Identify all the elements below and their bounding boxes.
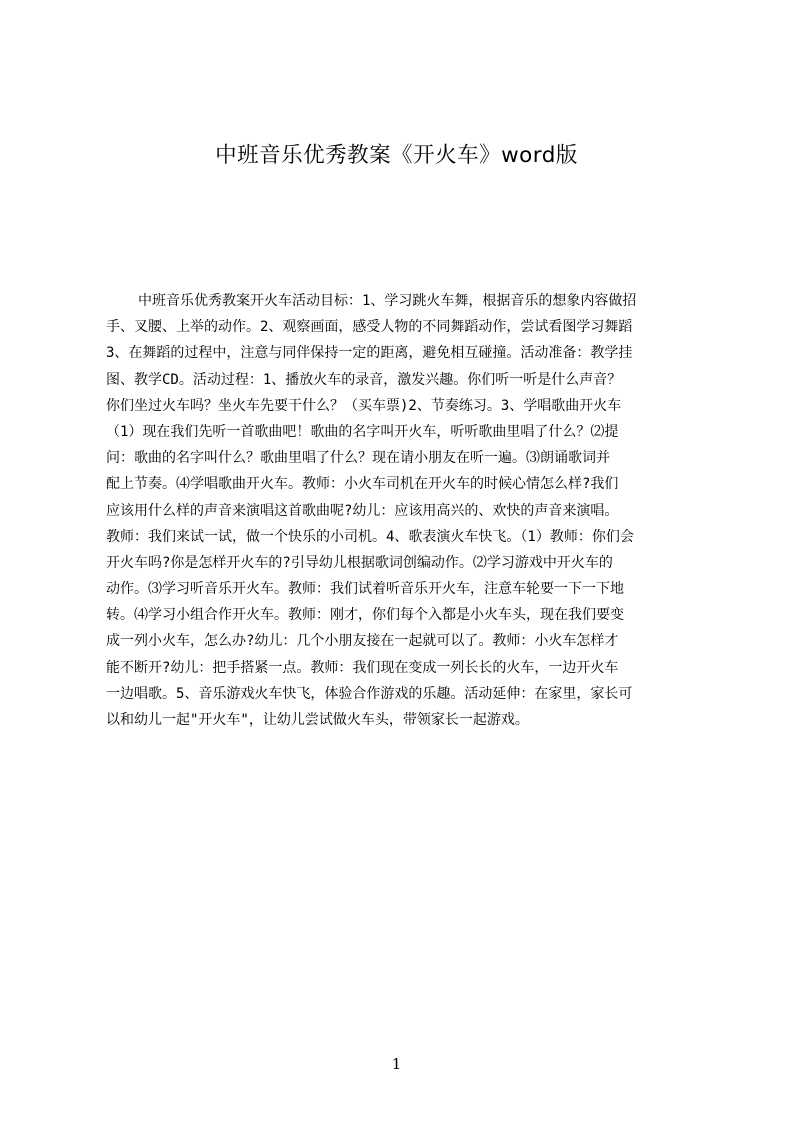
page-number: 1 bbox=[391, 1055, 402, 1073]
document-title: 中班音乐优秀教案《开火车》word版 bbox=[215, 143, 578, 168]
body-line: 问：歌曲的名字叫什么？歌曲里唱了什么？现在请小朋友在听一遍。⑶朗诵歌词并 bbox=[106, 450, 610, 467]
body-line: （1）现在我们先听一首歌曲吧！歌曲的名字叫开火车，听听歌曲里唱了什么？⑵提 bbox=[106, 423, 619, 440]
body-line: 你们坐过火车吗？坐火车先要干什么？（买车票)2、节奏练习。3、学唱歌曲开火车 bbox=[106, 397, 622, 414]
body-line: 以和幼儿一起"开火车"，让幼儿尝试做火车头，带领家长一起游戏。 bbox=[106, 712, 529, 728]
body-line: 成一列小火车，怎么办?幼儿：几个小朋友接在一起就可以了。教师：小火车怎样才 bbox=[106, 633, 619, 650]
document-body bbox=[106, 288, 698, 748]
body-line: 中班音乐优秀教案开火车活动目标：1、学习跳火车舞，根据音乐的想象内容做招 bbox=[138, 293, 637, 309]
body-line: 开火车吗?你是怎样开火车的?引导幼儿根据歌词创编动作。⑵学习游戏中开火车的 bbox=[106, 554, 613, 571]
body-line: 一边唱歌。5、音乐游戏火车快飞，体验合作游戏的乐趣。活动延伸：在家里，家长可 bbox=[106, 685, 633, 702]
body-line: 转。⑷学习小组合作开火车。教师：刚才，你们每个入都是小火车头，现在我们要变 bbox=[106, 607, 624, 624]
body-line: 图、教学CD。活动过程：1、播放火车的录音，激发兴趣。你们听一听是什么声音？ bbox=[106, 371, 622, 388]
body-line: 能不断开?幼儿：把手搭紧一点。教师：我们现在变成一列长长的火车，一边开火车 bbox=[106, 659, 619, 676]
body-line: 配上节奏。⑷学唱歌曲开火车。教师：小火车司机在开火车的时候心情怎么样?我们 bbox=[106, 476, 619, 493]
body-line: 手、叉腰、上举的动作。2、观察画面，感受人物的不同舞蹈动作，尝试看图学习舞蹈 bbox=[106, 319, 633, 336]
body-line: 动作。⑶学习听音乐开火车。教师：我们试着听音乐开火车，注意车轮要一下一下地 bbox=[106, 581, 624, 598]
body-line: 教师：我们来试一试，做一个快乐的小司机。4、歌表演火车快飞。（1）教师：你们会 bbox=[106, 528, 634, 545]
body-line: 应该用什么样的声音来演唱这首歌曲呢?幼儿：应该用高兴的、欢快的声音来演唱。 bbox=[106, 502, 619, 519]
body-line: 3、在舞蹈的过程中，注意与同伴保持一定的距离，避免相互碰撞。活动准备：教学挂 bbox=[106, 345, 633, 362]
